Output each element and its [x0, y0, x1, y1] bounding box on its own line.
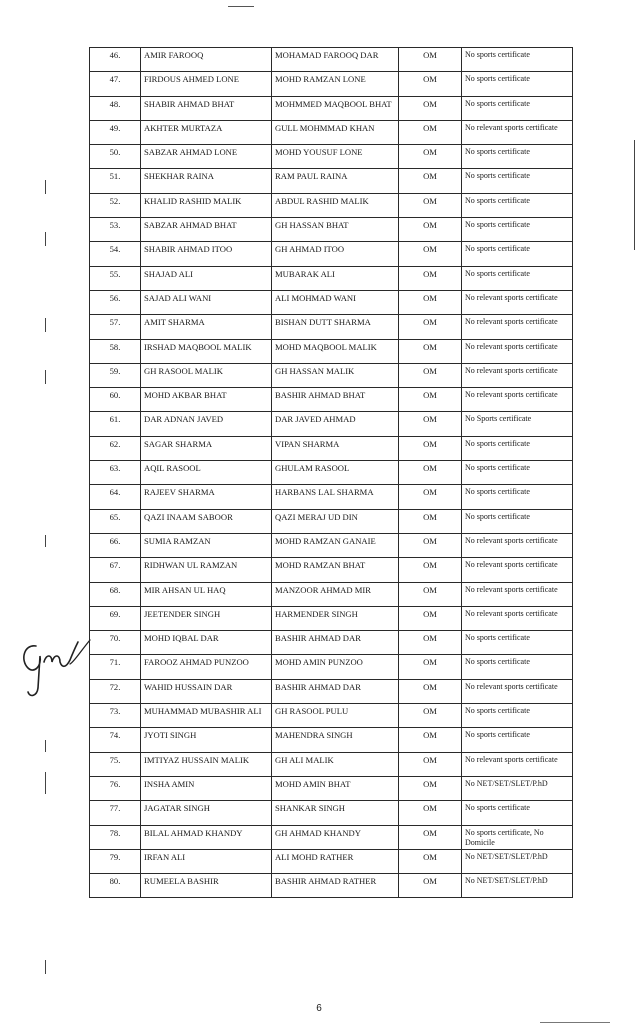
serial-number-cell: 46. [90, 48, 141, 72]
category-cell: OM [399, 776, 462, 800]
father-name-cell: GH AHMAD ITOO [272, 242, 399, 266]
father-name-cell: VIPAN SHARMA [272, 436, 399, 460]
father-name-cell: GH HASSAN BHAT [272, 218, 399, 242]
father-name-cell: RAM PAUL RAINA [272, 169, 399, 193]
table-row [90, 193, 573, 217]
table-row [90, 169, 573, 193]
remarks-cell: No sports certificate [462, 461, 573, 485]
father-name-cell: GHULAM RASOOL [272, 461, 399, 485]
remarks-cell: No sports certificate, No Domicile [462, 825, 573, 849]
candidate-name-cell: AQIL RASOOL [141, 461, 272, 485]
remarks-cell: No sports certificate [462, 96, 573, 120]
category-cell: OM [399, 728, 462, 752]
table-row [90, 363, 573, 387]
margin-mark [45, 370, 46, 384]
remarks-cell: No sports certificate [462, 266, 573, 290]
category-cell: OM [399, 752, 462, 776]
table-row [90, 704, 573, 728]
father-name-cell: MOHD YOUSUF LONE [272, 145, 399, 169]
margin-mark [45, 318, 46, 332]
remarks-cell: No NET/SET/SLET/P.hD [462, 776, 573, 800]
table-row [90, 412, 573, 436]
candidate-table [89, 47, 573, 898]
category-cell: OM [399, 388, 462, 412]
serial-number-cell: 55. [90, 266, 141, 290]
table-row [90, 849, 573, 873]
serial-number-cell: 54. [90, 242, 141, 266]
father-name-cell: BASHIR AHMAD DAR [272, 631, 399, 655]
father-name-cell: BASHIR AHMAD RATHER [272, 874, 399, 898]
table-row [90, 242, 573, 266]
father-name-cell: GH RASOOL PULU [272, 704, 399, 728]
category-cell: OM [399, 363, 462, 387]
serial-number-cell: 48. [90, 96, 141, 120]
father-name-cell: DAR JAVED AHMAD [272, 412, 399, 436]
serial-number-cell: 79. [90, 849, 141, 873]
father-name-cell: HARMENDER SINGH [272, 606, 399, 630]
candidate-name-cell: SABZAR AHMAD LONE [141, 145, 272, 169]
remarks-cell: No sports certificate [462, 145, 573, 169]
table-row [90, 533, 573, 557]
category-cell: OM [399, 704, 462, 728]
remarks-cell: No sports certificate [462, 48, 573, 72]
margin-mark [45, 232, 46, 246]
serial-number-cell: 75. [90, 752, 141, 776]
father-name-cell: BASHIR AHMAD DAR [272, 679, 399, 703]
top-scan-line [228, 6, 254, 7]
remarks-cell: No relevant sports certificate [462, 582, 573, 606]
candidate-name-cell: QAZI INAAM SABOOR [141, 509, 272, 533]
table-row [90, 606, 573, 630]
category-cell: OM [399, 218, 462, 242]
table-row [90, 752, 573, 776]
page-number: 6 [316, 1003, 322, 1014]
table-row [90, 801, 573, 825]
father-name-cell: HARBANS LAL SHARMA [272, 485, 399, 509]
candidate-name-cell: SAJAD ALI WANI [141, 290, 272, 314]
candidate-name-cell: JYOTI SINGH [141, 728, 272, 752]
margin-mark [45, 740, 46, 752]
candidate-name-cell: SHABIR AHMAD ITOO [141, 242, 272, 266]
table-row [90, 509, 573, 533]
table-row [90, 96, 573, 120]
category-cell: OM [399, 145, 462, 169]
category-cell: OM [399, 242, 462, 266]
table-row [90, 461, 573, 485]
candidate-name-cell: IMTIYAZ HUSSAIN MALIK [141, 752, 272, 776]
candidate-name-cell: JEETENDER SINGH [141, 606, 272, 630]
serial-number-cell: 73. [90, 704, 141, 728]
father-name-cell: MOHD AMIN BHAT [272, 776, 399, 800]
table-row [90, 72, 573, 96]
candidate-name-cell: RAJEEV SHARMA [141, 485, 272, 509]
father-name-cell: GH AHMAD KHANDY [272, 825, 399, 849]
serial-number-cell: 70. [90, 631, 141, 655]
father-name-cell: MOHD RAMZAN GANAIE [272, 533, 399, 557]
table-row [90, 728, 573, 752]
category-cell: OM [399, 120, 462, 144]
margin-mark [45, 180, 46, 194]
candidate-name-cell: FAROOZ AHMAD PUNZOO [141, 655, 272, 679]
remarks-cell: No relevant sports certificate [462, 606, 573, 630]
remarks-cell: No relevant sports certificate [462, 315, 573, 339]
father-name-cell: MOHD RAMZAN BHAT [272, 558, 399, 582]
table-row [90, 315, 573, 339]
father-name-cell: GULL MOHMMAD KHAN [272, 120, 399, 144]
candidate-name-cell: JAGATAR SINGH [141, 801, 272, 825]
table-row [90, 339, 573, 363]
serial-number-cell: 49. [90, 120, 141, 144]
category-cell: OM [399, 169, 462, 193]
category-cell: OM [399, 558, 462, 582]
category-cell: OM [399, 193, 462, 217]
remarks-cell: No sports certificate [462, 485, 573, 509]
table-row [90, 218, 573, 242]
serial-number-cell: 64. [90, 485, 141, 509]
serial-number-cell: 71. [90, 655, 141, 679]
table-row [90, 655, 573, 679]
serial-number-cell: 50. [90, 145, 141, 169]
candidate-name-cell: MUHAMMAD MUBASHIR ALI [141, 704, 272, 728]
remarks-cell: No relevant sports certificate [462, 533, 573, 557]
serial-number-cell: 76. [90, 776, 141, 800]
candidate-name-cell: AMIT SHARMA [141, 315, 272, 339]
category-cell: OM [399, 72, 462, 96]
serial-number-cell: 80. [90, 874, 141, 898]
table-row [90, 558, 573, 582]
candidate-name-cell: SAGAR SHARMA [141, 436, 272, 460]
remarks-cell: No sports certificate [462, 169, 573, 193]
father-name-cell: MOHMMED MAQBOOL BHAT [272, 96, 399, 120]
father-name-cell: SHANKAR SINGH [272, 801, 399, 825]
remarks-cell: No relevant sports certificate [462, 363, 573, 387]
candidate-name-cell: BILAL AHMAD KHANDY [141, 825, 272, 849]
remarks-cell: No relevant sports certificate [462, 290, 573, 314]
remarks-cell: No sports certificate [462, 801, 573, 825]
candidate-name-cell: RUMEELA BASHIR [141, 874, 272, 898]
candidate-name-cell: AKHTER MURTAZA [141, 120, 272, 144]
father-name-cell: MAHENDRA SINGH [272, 728, 399, 752]
remarks-cell: No relevant sports certificate [462, 120, 573, 144]
candidate-name-cell: SABZAR AHMAD BHAT [141, 218, 272, 242]
candidate-name-cell: SHABIR AHMAD BHAT [141, 96, 272, 120]
category-cell: OM [399, 412, 462, 436]
category-cell: OM [399, 266, 462, 290]
candidate-name-cell: FIRDOUS AHMED LONE [141, 72, 272, 96]
serial-number-cell: 68. [90, 582, 141, 606]
category-cell: OM [399, 461, 462, 485]
remarks-cell: No NET/SET/SLET/P.hD [462, 849, 573, 873]
category-cell: OM [399, 48, 462, 72]
table-row [90, 48, 573, 72]
table-row [90, 679, 573, 703]
table-row [90, 776, 573, 800]
remarks-cell: No sports certificate [462, 218, 573, 242]
serial-number-cell: 59. [90, 363, 141, 387]
remarks-cell: No sports certificate [462, 72, 573, 96]
remarks-cell: No NET/SET/SLET/P.hD [462, 874, 573, 898]
category-cell: OM [399, 436, 462, 460]
father-name-cell: ALI MOHD RATHER [272, 849, 399, 873]
candidate-name-cell: RIDHWAN UL RAMZAN [141, 558, 272, 582]
remarks-cell: No sports certificate [462, 704, 573, 728]
remarks-cell: No sports certificate [462, 436, 573, 460]
table-row [90, 874, 573, 898]
table-row [90, 266, 573, 290]
table-row [90, 388, 573, 412]
candidate-name-cell: IRSHAD MAQBOOL MALIK [141, 339, 272, 363]
remarks-cell: No relevant sports certificate [462, 558, 573, 582]
table-row [90, 120, 573, 144]
table-row [90, 825, 573, 849]
table-row [90, 631, 573, 655]
serial-number-cell: 57. [90, 315, 141, 339]
serial-number-cell: 66. [90, 533, 141, 557]
bottom-scan-line [540, 1022, 610, 1023]
father-name-cell: GH ALI MALIK [272, 752, 399, 776]
serial-number-cell: 77. [90, 801, 141, 825]
table-row [90, 582, 573, 606]
serial-number-cell: 78. [90, 825, 141, 849]
remarks-cell: No relevant sports certificate [462, 752, 573, 776]
category-cell: OM [399, 339, 462, 363]
father-name-cell: MOHD RAMZAN LONE [272, 72, 399, 96]
category-cell: OM [399, 533, 462, 557]
margin-mark [45, 772, 46, 794]
table-row [90, 485, 573, 509]
candidate-name-cell: AMIR FAROOQ [141, 48, 272, 72]
father-name-cell: MUBARAK ALI [272, 266, 399, 290]
candidate-name-cell: IRFAN ALI [141, 849, 272, 873]
candidate-name-cell: SUMIA RAMZAN [141, 533, 272, 557]
remarks-cell: No sports certificate [462, 728, 573, 752]
serial-number-cell: 52. [90, 193, 141, 217]
remarks-cell: No relevant sports certificate [462, 339, 573, 363]
table-row [90, 290, 573, 314]
father-name-cell: GH HASSAN MALIK [272, 363, 399, 387]
category-cell: OM [399, 801, 462, 825]
father-name-cell: BASHIR AHMAD BHAT [272, 388, 399, 412]
serial-number-cell: 56. [90, 290, 141, 314]
candidate-name-cell: MIR AHSAN UL HAQ [141, 582, 272, 606]
candidate-name-cell: WAHID HUSSAIN DAR [141, 679, 272, 703]
category-cell: OM [399, 290, 462, 314]
remarks-cell: No sports certificate [462, 631, 573, 655]
serial-number-cell: 60. [90, 388, 141, 412]
serial-number-cell: 72. [90, 679, 141, 703]
father-name-cell: MOHD MAQBOOL MALIK [272, 339, 399, 363]
candidate-name-cell: KHALID RASHID MALIK [141, 193, 272, 217]
serial-number-cell: 63. [90, 461, 141, 485]
category-cell: OM [399, 849, 462, 873]
candidate-name-cell: MOHD IQBAL DAR [141, 631, 272, 655]
candidate-table-body [90, 48, 573, 898]
father-name-cell: MANZOOR AHMAD MIR [272, 582, 399, 606]
remarks-cell: No relevant sports certificate [462, 679, 573, 703]
father-name-cell: MOHAMAD FAROOQ DAR [272, 48, 399, 72]
category-cell: OM [399, 96, 462, 120]
margin-mark [634, 140, 635, 250]
remarks-cell: No sports certificate [462, 242, 573, 266]
remarks-cell: No sports certificate [462, 193, 573, 217]
category-cell: OM [399, 315, 462, 339]
serial-number-cell: 67. [90, 558, 141, 582]
candidate-name-cell: GH RASOOL MALIK [141, 363, 272, 387]
category-cell: OM [399, 606, 462, 630]
category-cell: OM [399, 825, 462, 849]
serial-number-cell: 53. [90, 218, 141, 242]
category-cell: OM [399, 679, 462, 703]
serial-number-cell: 74. [90, 728, 141, 752]
candidate-name-cell: MOHD AKBAR BHAT [141, 388, 272, 412]
serial-number-cell: 61. [90, 412, 141, 436]
serial-number-cell: 62. [90, 436, 141, 460]
serial-number-cell: 58. [90, 339, 141, 363]
father-name-cell: QAZI MERAJ UD DIN [272, 509, 399, 533]
category-cell: OM [399, 509, 462, 533]
handwritten-signature [18, 628, 96, 700]
category-cell: OM [399, 631, 462, 655]
margin-mark [45, 535, 46, 547]
candidate-name-cell: SHAJAD ALI [141, 266, 272, 290]
category-cell: OM [399, 582, 462, 606]
serial-number-cell: 47. [90, 72, 141, 96]
father-name-cell: BISHAN DUTT SHARMA [272, 315, 399, 339]
father-name-cell: MOHD AMIN PUNZOO [272, 655, 399, 679]
father-name-cell: ABDUL RASHID MALIK [272, 193, 399, 217]
candidate-name-cell: INSHA AMIN [141, 776, 272, 800]
remarks-cell: No relevant sports certificate [462, 388, 573, 412]
candidate-name-cell: DAR ADNAN JAVED [141, 412, 272, 436]
remarks-cell: No sports certificate [462, 509, 573, 533]
remarks-cell: No sports certificate [462, 655, 573, 679]
remarks-cell: No Sports certificate [462, 412, 573, 436]
serial-number-cell: 69. [90, 606, 141, 630]
margin-mark [45, 960, 46, 974]
father-name-cell: ALI MOHMAD WANI [272, 290, 399, 314]
candidate-name-cell: SHEKHAR RAINA [141, 169, 272, 193]
category-cell: OM [399, 485, 462, 509]
category-cell: OM [399, 655, 462, 679]
category-cell: OM [399, 874, 462, 898]
serial-number-cell: 51. [90, 169, 141, 193]
serial-number-cell: 65. [90, 509, 141, 533]
table-row [90, 436, 573, 460]
table-row [90, 145, 573, 169]
